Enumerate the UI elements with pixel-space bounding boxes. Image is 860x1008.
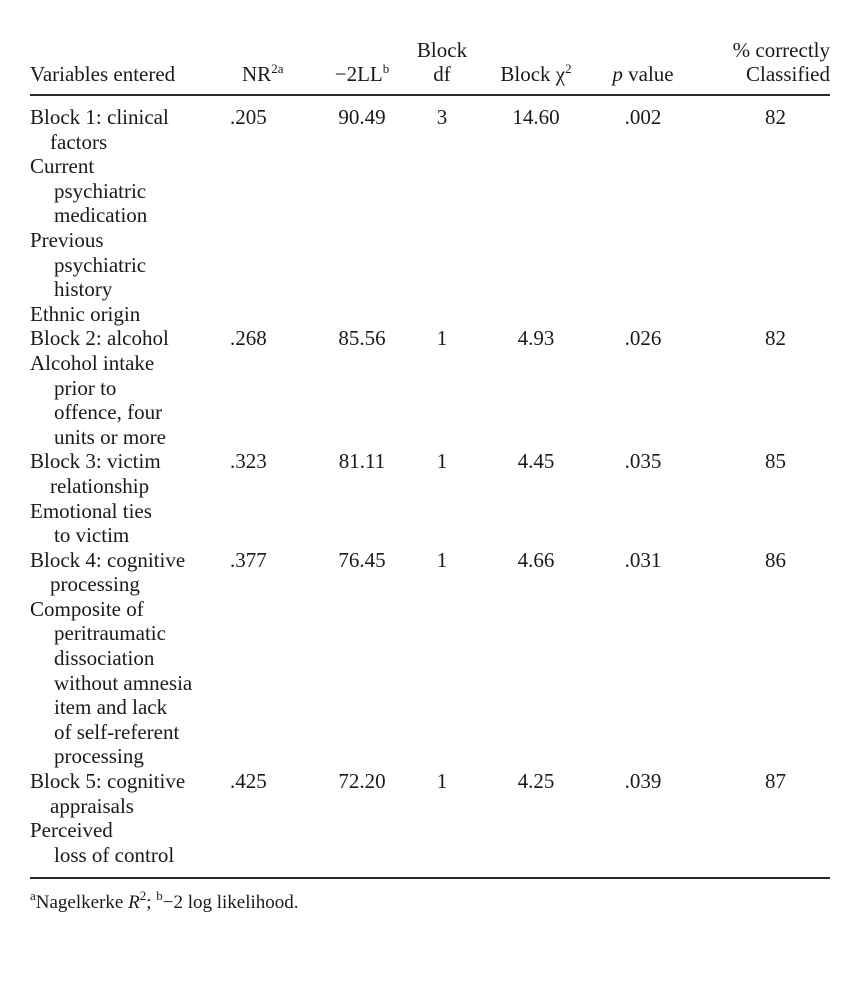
block-label: Block 3: victim relationship — [30, 449, 161, 498]
minus-2ll-cell — [314, 228, 410, 302]
variable-label: Emotional ties to victim — [30, 498, 152, 548]
p-value-cell — [598, 597, 688, 769]
variable-label: Previous psychiatric history — [30, 227, 147, 302]
table-row — [30, 597, 830, 769]
table-row — [30, 449, 830, 498]
variable-label: Composite of peritraumatic dissociation without amnesia item and lack of self-referent processing — [30, 596, 193, 769]
nr2-cell — [230, 818, 314, 878]
header-percent-correctly-classified: % correctly Classified — [688, 38, 830, 95]
block-label: Block 1: clinical factors — [30, 105, 169, 154]
minus-2ll-cell: 76.45 — [338, 547, 386, 572]
nr2-cell — [230, 499, 314, 548]
minus-2ll-cell: 85.56 — [338, 326, 386, 351]
percent-classified-cell: 82 — [765, 326, 786, 351]
variable-label: Perceived loss of control — [30, 818, 230, 878]
table-row — [30, 818, 830, 878]
nr2-cell: .205 — [230, 105, 267, 129]
df-cell: 3 — [436, 105, 448, 129]
header-variables-entered: Variables entered — [30, 38, 230, 95]
chi-square-cell — [474, 302, 598, 327]
variable-label: Current psychiatric medication — [30, 154, 148, 228]
nr2-cell: .377 — [230, 547, 267, 572]
header-block-df: Block df — [410, 38, 474, 95]
p-value-cell — [598, 818, 688, 878]
chi-square-cell: 4.45 — [517, 449, 555, 474]
regression-table-container — [30, 38, 830, 915]
df-cell — [410, 499, 474, 548]
block-label: Block 2: alcohol — [30, 326, 169, 351]
table-row — [30, 228, 830, 302]
percent-classified-cell: 82 — [765, 105, 786, 129]
percent-classified-cell: 85 — [765, 449, 786, 474]
percent-classified-cell — [688, 351, 830, 449]
nr2-cell — [230, 302, 314, 327]
chi-square-cell — [474, 154, 598, 228]
table-row — [30, 499, 830, 548]
table-row — [30, 95, 830, 154]
table-footnote: $^a$Nagelkerke $R^2$; $^b$−2 log likelihood. — [30, 888, 299, 914]
chi-square-cell — [474, 351, 598, 449]
table-row — [30, 326, 830, 351]
percent-classified-cell — [688, 499, 830, 548]
regression-table — [30, 38, 830, 879]
table-body — [30, 95, 830, 878]
chi-square-cell — [474, 597, 598, 769]
df-cell: 1 — [436, 769, 448, 794]
chi-square-cell — [474, 228, 598, 302]
nr2-cell — [230, 597, 314, 769]
chi-square-cell: 14.60 — [512, 105, 560, 129]
nr2-cell — [230, 351, 314, 449]
p-value-cell — [598, 351, 688, 449]
minus-2ll-cell — [314, 818, 410, 878]
percent-classified-cell — [688, 154, 830, 228]
percent-classified-cell: 87 — [765, 769, 786, 794]
header-nagelkerke-r2: $NR^{2a}$ — [230, 38, 314, 95]
percent-classified-cell — [688, 302, 830, 327]
df-cell: 1 — [436, 326, 448, 351]
nr2-cell: .268 — [230, 326, 267, 351]
minus-2ll-cell — [314, 499, 410, 548]
table-row — [30, 154, 830, 228]
minus-2ll-cell — [314, 154, 410, 228]
p-value-cell: .039 — [624, 769, 662, 794]
chi-square-cell: 4.66 — [517, 547, 555, 572]
chi-square-cell — [474, 818, 598, 878]
variable-label: Alcohol intake prior to offence, four units or more — [30, 350, 166, 449]
block-label: Block 4: cognitive processing — [30, 547, 186, 597]
block-label: Block 5: cognitive appraisals — [30, 769, 186, 818]
df-cell — [410, 351, 474, 449]
header-minus-2ll: $-2LL^b$ — [314, 38, 410, 95]
nr2-cell: .425 — [230, 769, 267, 794]
header-p-value: p value — [598, 38, 688, 95]
p-value-cell: .002 — [624, 105, 662, 129]
df-cell — [410, 228, 474, 302]
chi-square-cell: 4.93 — [517, 326, 555, 351]
df-cell — [410, 818, 474, 878]
percent-classified-cell — [688, 597, 830, 769]
table-row — [30, 548, 830, 597]
minus-2ll-cell: 72.20 — [338, 769, 386, 794]
percent-classified-cell — [688, 228, 830, 302]
p-value-cell: .035 — [624, 449, 662, 474]
chi-square-cell — [474, 499, 598, 548]
nr2-cell: .323 — [230, 449, 267, 474]
p-value-cell: .026 — [624, 326, 662, 351]
table-row — [30, 351, 830, 449]
df-cell: 1 — [436, 449, 448, 474]
p-value-cell — [598, 302, 688, 327]
p-value-cell — [598, 228, 688, 302]
percent-classified-cell: 86 — [765, 547, 786, 572]
minus-2ll-cell — [314, 351, 410, 449]
chi-square-cell: 4.25 — [517, 769, 555, 794]
percent-classified-cell — [688, 818, 830, 878]
p-value-cell: .031 — [624, 547, 662, 572]
df-cell: 1 — [436, 547, 448, 572]
table-row — [30, 769, 830, 818]
p-value-cell — [598, 499, 688, 548]
df-cell — [410, 302, 474, 327]
variable-label: Ethnic origin — [30, 301, 141, 326]
header-row — [30, 38, 830, 95]
table-row — [30, 302, 830, 327]
minus-2ll-cell: 81.11 — [338, 449, 386, 474]
nr2-cell — [230, 228, 314, 302]
p-value-cell — [598, 154, 688, 228]
df-cell — [410, 597, 474, 769]
nr2-cell — [230, 154, 314, 228]
header-block-chi-square: Block $\chi^2$ — [474, 38, 598, 95]
minus-2ll-cell — [314, 597, 410, 769]
minus-2ll-cell: 90.49 — [338, 105, 386, 129]
minus-2ll-cell — [314, 302, 410, 327]
df-cell — [410, 154, 474, 228]
